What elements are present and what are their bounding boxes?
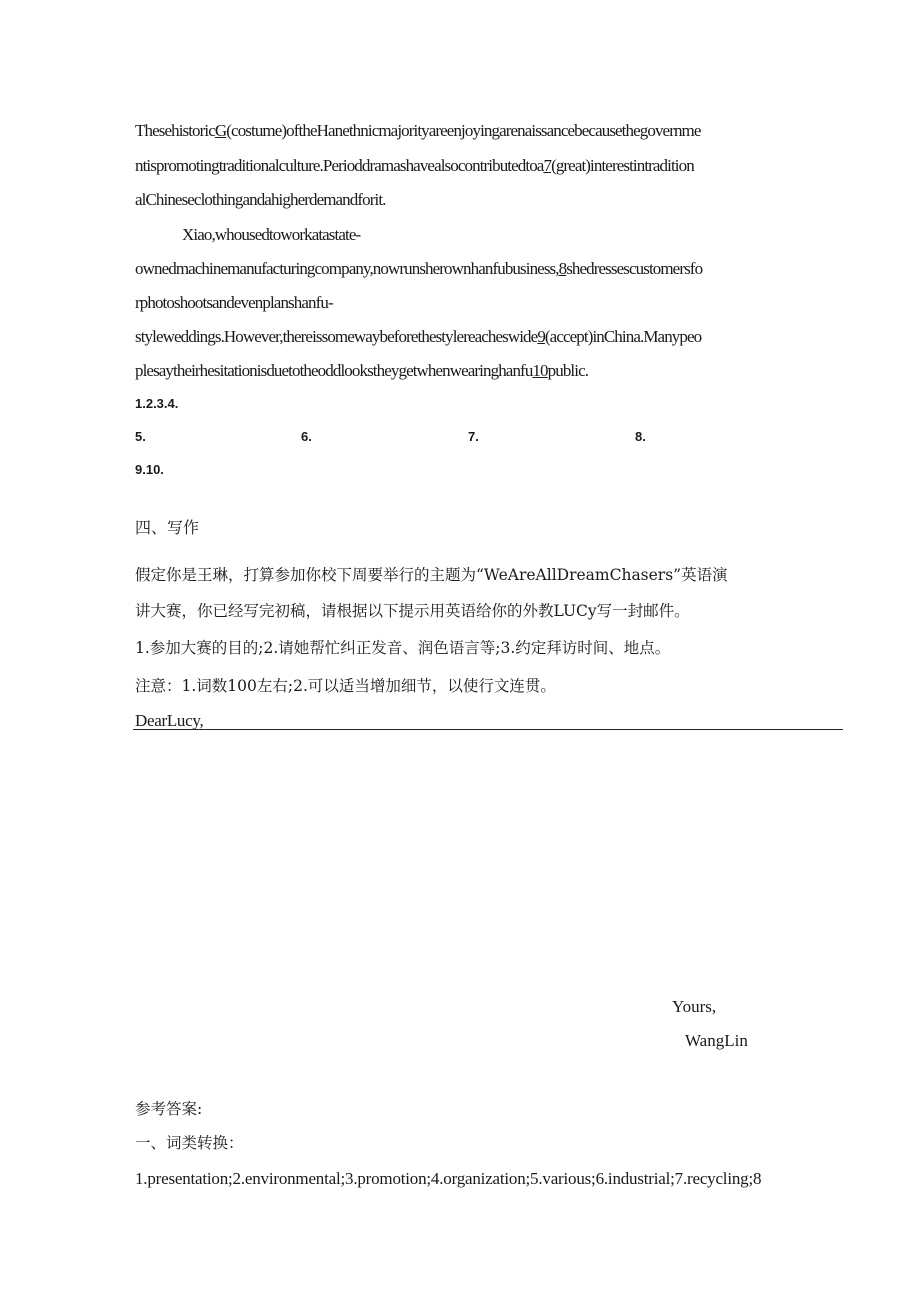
passage-text: (costume)oftheHanethnicmajorityareenjoyingarenaissancebecausethegovernme: [226, 121, 701, 140]
letter-closing: Yours,: [672, 997, 717, 1016]
passage-line-1: [135, 120, 701, 142]
passage-text: plesaytheirhesitationisduetotheoddlookstheygetwhenwearinghanfu: [135, 361, 533, 380]
blank-6: G: [214, 121, 227, 140]
answer-slots-9-10: 9.10.: [135, 462, 164, 477]
writing-prompt-line-1: 假定你是王琳，打算参加你校下周要举行的主题为“WeAreAllDreamChasers”英语演: [135, 566, 728, 584]
blank-9: 9: [537, 327, 545, 346]
passage-text: styleweddings.However,thereissomewaybeforethestylereacheswide: [135, 327, 538, 346]
writing-line: [133, 729, 843, 730]
answer-slot-8: 8.: [635, 429, 646, 444]
letter-signature: WangLin: [685, 1031, 748, 1050]
answers-line-1: 1.presentation;2.environmental;3.promotion;4.organization;5.various;6.industrial;7.recycling;8: [135, 1169, 762, 1188]
answers-section-1: 一、词类转换：: [135, 1134, 244, 1152]
answers-heading: 参考答案:: [135, 1100, 203, 1118]
passage-line-3: alChineseclothingandahigherdemandforit.: [135, 190, 386, 209]
blank-8: 8: [558, 259, 567, 278]
passage-text: ntispromotingtraditionalculture.Perioddramashavealsocontributedtoa: [135, 156, 544, 175]
passage-text: ownedmachinemanufacturingcompany,nowrunsherownhanfubusiness,: [135, 259, 559, 278]
passage-text: (accept)inChina.Manypeo: [544, 327, 702, 346]
blank-10: 10: [532, 361, 548, 380]
blank-7: 7: [543, 156, 552, 175]
passage-line-8: [135, 360, 588, 382]
writing-prompt-line-3: 1.参加大赛的目的;2.请她帮忙纠正发音、润色语言等;3.约定拜访时间、地点。: [135, 639, 671, 657]
passage-line-7: [135, 326, 701, 348]
passage-line-6: rphotoshootsandevenplanshanfu-: [135, 293, 333, 312]
writing-prompt-line-2: 讲大赛，你已经写完初稿，请根据以下提示用英语给你的外教LUCy写一封邮件。: [135, 602, 690, 620]
passage-line-4: Xiao,whousedtoworkatastate-: [182, 225, 361, 244]
passage-line-5: [135, 258, 702, 280]
letter-greeting: DearLucy,: [135, 711, 204, 730]
answer-slot-7: 7.: [468, 429, 479, 444]
passage-line-2: [135, 155, 694, 177]
answer-slot-6: 6.: [301, 429, 312, 444]
writing-heading: 四、写作: [135, 518, 200, 537]
passage-text: (great)interestintradition: [551, 156, 694, 175]
passage-text: Thesehistoric: [135, 121, 215, 140]
answer-slot-5: 5.: [135, 429, 146, 444]
writing-prompt-line-4: 注意：1.词数100左右;2.可以适当增加细节，以使行文连贯。: [135, 677, 556, 695]
passage-text: public.: [547, 361, 589, 380]
answer-slots-1-4: 1.2.3.4.: [135, 396, 179, 411]
passage-text: shedressescustomersfo: [566, 259, 703, 278]
